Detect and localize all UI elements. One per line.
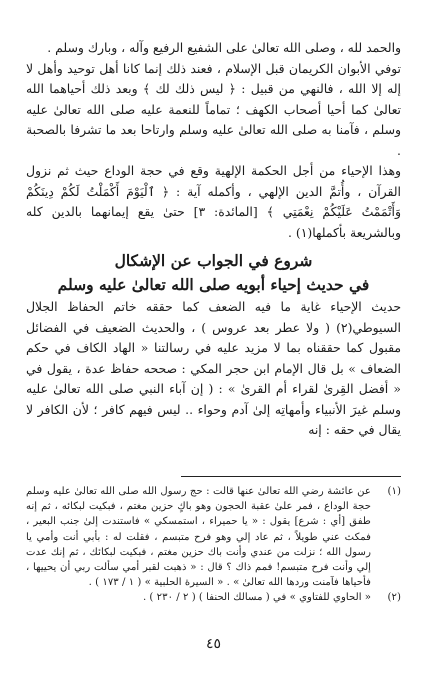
paragraph-praise: والحمد لله ، وصلى الله تعالىٰ على الشفيع الرفيع وآله ، وبارك وسلم .: [47, 40, 401, 55]
page-number: ٤٥: [205, 636, 222, 652]
paragraph-hadith-weakness: حديث الإحياء غاية ما فيه الضعف كما حققه خاتم الحفاظ الجلال السيوطي(٢) ( ولا عطر بعد عروس ) ، والحديث الضعيف في الفضائل مقبول كما حققناه بما لا مزيد عليه في رسالتنا « الهاد الكاف في حكم الضعاف » بل قال الإمام ابن حجر المكي : صححه حفاظ عدة ، يقول في « أفضل القِرىٰ لقراء أم القرىٰ » : ( إن آباء النبي صلى الله تعالىٰ عليه وسلم غيرَ الأنبياء وأمهاتِه إلىٰ آدم وحواء .. ليس فيهم كافر ؛ لأن الكافر لا يقال في حقه : إنه: [26, 299, 401, 437]
footnote-separator: [181, 476, 401, 477]
section-heading-line2: في حديث إحياء أبويه صلى الله تعالىٰ عليه وسلم: [57, 275, 370, 294]
main-text: [26, 38, 401, 441]
footnote-number: (١): [387, 486, 401, 497]
paragraph-revival-farewell-hajj: وهذا الإحياء من أجل الحكمة الإلهية وقع في حجة الوداع حيث ثم نزول القرآن ، وأُتمَّ الدين الإلهي ، وأكمله آية : ﴿ ٱلْيَوْمَ أَكْمَلْتُ لَكُمْ دِينَكُمْ وَأَتْمَمْتُ عَلَيْكُمْ نِعْمَتِي ﴾ [المائدة: ٣] حتىٰ يقع إيمانهما بالدين كله وبالشريعة بأكملها(١) .: [26, 163, 401, 240]
footnote-number: (٢): [387, 592, 401, 604]
paragraph-parents-death: توفي الأبوان الكريمان قبل الإسلام ، فعند ذلك إنما كانا أهل توحيد وأهل لا إله إلا الله ، فالنهي من قبيل : ﴿ ليس ذلك لك ﴾ وبعد ذلك أحياهما الله تعالىٰ كما أحيا أصحاب الكهف ؛ تماماً للنعمة عليه صلى الله تعالىٰ عليه وسلم ، فآمنا به صلى الله تعالىٰ عليه وسلم وارتاحا بعد ما تشرفا بالصحبة .: [26, 60, 401, 158]
footnote-1: [26, 484, 401, 590]
footnote-text: « الحاوي للفتاوي » في ( مسالك الحنفا ) ( ٢ / ٢٣٠ ) .: [142, 592, 371, 604]
footnote-text: عن عائشة رضي الله تعالىٰ عنها قالت : حج رسول الله صلى الله تعالىٰ عليه وسلم حجة الوداع ، فمر علىٰ عقبة الحجون وهو باكٍ حزين مغتم ، فبكيت لبكائه ، ثم إنه طفق [أي : شرع] يقول : « يا حميراء ، استمسكي » فاستندت إلىٰ جنب البعير ، فمكث عني طويلاً ، ثم عاد إلي وهو فرح متبسم ، فقلت له : بأبي أنت وأمي يا رسول الله ؛ نزلت من عندي وأنت باك حزين مغتم ، فبكيت لبكائك ، ثم إنك عدت إلي وأنت فرح متبسم! فمم ذاك ؟ قال : « ذهبت لقبر أمي سألت ربي أن يحييها ، فأحياها فآمنت وردها الله تعالىٰ » . « السيرة الحلبية » ( ١ / ١٧٣ ) .: [26, 486, 371, 589]
footnotes: [26, 484, 401, 606]
footnote-2: [26, 590, 401, 605]
section-heading-line1: شروع في الجواب عن الإشكال: [114, 251, 313, 270]
